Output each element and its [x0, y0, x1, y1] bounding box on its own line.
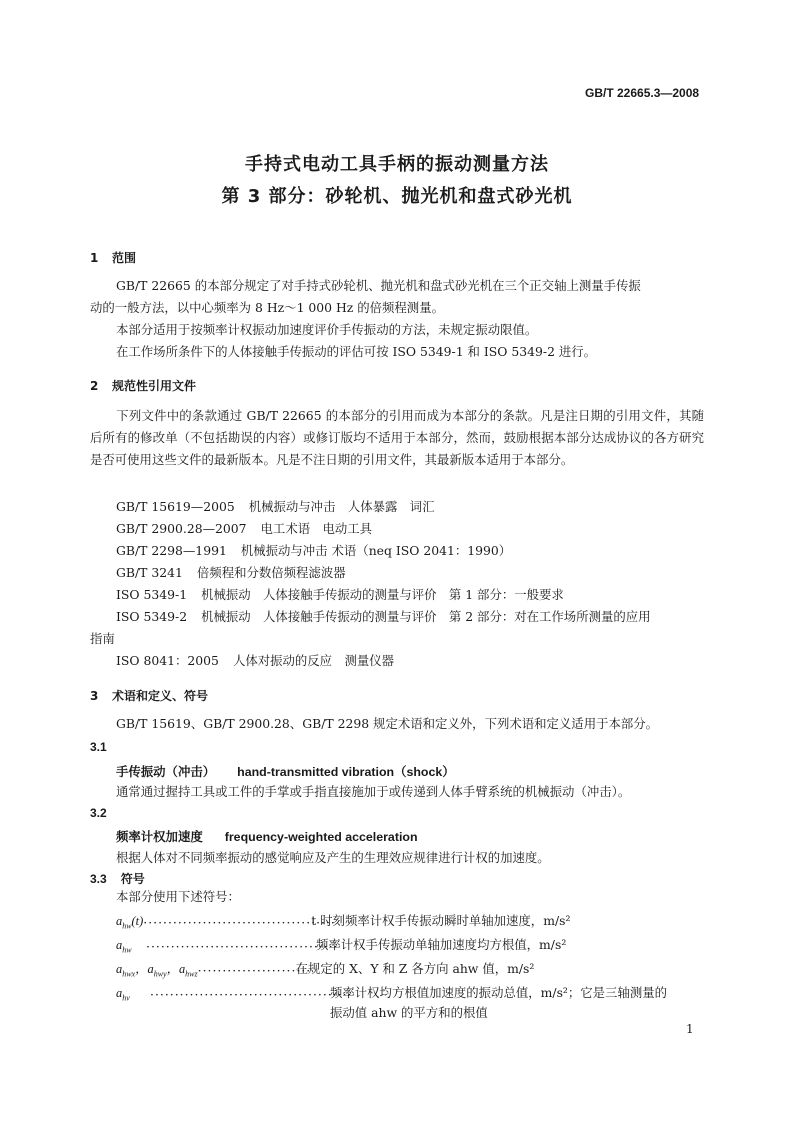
paragraph: 本部分适用于按频率计权振动加速度评价手传振动的方法，未规定振动限值。 [116, 322, 538, 337]
dot-leader: ······································· [146, 939, 339, 955]
term-en: hand-transmitted vibration（shock） [237, 765, 455, 779]
symbol-desc: 频率计权手传振动单轴加速度均方根值，m/s² [316, 937, 567, 952]
section-number: 2 [90, 379, 99, 393]
symbol-code: $a_{hwx}$，$a_{hwy}$，$a_{hwz}$ [116, 962, 198, 979]
term-cn: 频率计权加速度 [116, 829, 203, 844]
page-number: 1 [686, 1022, 694, 1036]
ref-title: 指南 [90, 631, 115, 646]
section-title: 术语和定义、符号 [112, 689, 209, 703]
symbol-entry [116, 959, 534, 978]
term [116, 827, 418, 845]
section-title: 规范性引用文件 [112, 379, 197, 393]
section-3-heading [90, 687, 208, 704]
symbol-desc: t 时刻频率计权手传振动瞬时单轴加速度，m/s² [311, 913, 571, 928]
reference-item [116, 651, 394, 669]
symbol-entry [116, 935, 566, 954]
clause-number: 3.2 [90, 806, 107, 820]
ref-title: 倍频程和分数倍频程滤波器 [196, 565, 346, 580]
paragraph-line: GB/T 22665 的本部分规定了对手持式砂轮机、抛光机和盘式砂光机在三个正交轴上测量手传振 [116, 278, 641, 293]
symbol-code: $a_{hw}(t)$ [116, 914, 144, 931]
ref-code: ISO 5349-2 [116, 609, 188, 624]
section-number: 1 [90, 251, 99, 265]
term-en: frequency-weighted acceleration [224, 830, 418, 844]
clause-heading [90, 870, 145, 887]
definition: 通常通过握持工具或工件的手掌或手指直接施加于或传递到人体手臂系统的机械振动（冲击）。 [116, 784, 631, 799]
reference-item [116, 607, 651, 625]
ref-code: GB/T 15619—2005 [116, 499, 235, 514]
paragraph-text: 下列文件中的条款通过 GB/T 22665 的本部分的引用而成为本部分的条款。凡是注日期的引用文件，其随后所有的修改单（不包括勘误的内容）或修订版均不适用于本部分，然而，鼓励根据本部分达成协议的各方研究是否可使用这些文件的最新版本。凡是不注日期的引用文件，其最新版本适用于本部分。 [90, 408, 704, 467]
term-cn: 手传振动（冲击） [116, 764, 216, 779]
symbol-code: $a_{hv}$ [116, 986, 130, 1003]
ref-code: ISO 8041：2005 [116, 653, 219, 668]
ref-title: 机械振动与冲击 人体暴露 词汇 [248, 499, 435, 514]
dot-leader: ······································· [143, 915, 336, 931]
dot-leader: ······················· [197, 963, 312, 979]
symbol-entry [116, 983, 667, 1002]
dot-leader: ········································· [150, 987, 353, 1003]
clause-number: 3.1 [90, 740, 107, 754]
clause-title: 符号 [120, 872, 145, 886]
paragraph-line: 动的一般方法，以中心频率为 8 Hz～1 000 Hz 的倍频程测量。 [90, 300, 444, 315]
section-2-heading [90, 377, 196, 394]
standard-number: GB/T 22665.3—2008 [585, 86, 700, 100]
doc-title-line1: 手持式电动工具手柄的振动测量方法 [245, 154, 549, 175]
doc-title-line2: 第 3 部分：砂轮机、抛光机和盘式砂光机 [221, 186, 573, 207]
reference-item-continuation [90, 629, 115, 647]
paragraph [90, 405, 704, 471]
symbol-code: $a_{hw}$ [116, 938, 132, 955]
ref-title: 机械振动与冲击 术语（neq ISO 2041：1990） [240, 543, 512, 558]
ref-title: 人体对振动的反应 测量仪器 [232, 653, 395, 668]
clause-number: 3.3 [90, 872, 107, 886]
definition: 根据人体对不同频率振动的感觉响应及产生的生理效应规律进行计权的加速度。 [116, 850, 550, 865]
paragraph: GB/T 15619、GB/T 2900.28、GB/T 2298 规定术语和定义外，下列术语和定义适用于本部分。 [116, 716, 659, 731]
reference-item [116, 519, 372, 537]
reference-item [116, 563, 346, 581]
symbol-entry [116, 911, 570, 930]
symbol-desc-continuation: 振动值 ahw 的平方和的根值 [330, 1005, 488, 1020]
symbols-intro: 本部分使用下述符号： [116, 889, 240, 904]
paragraph: 在工作场所条件下的人体接触手传振动的评估可按 ISO 5349-1 和 ISO 5349-2 进行。 [116, 344, 597, 359]
section-1-heading [90, 249, 136, 266]
ref-title: 机械振动 人体接触手传振动的测量与评价 第 2 部分：对在工作场所测量的应用 [201, 609, 651, 624]
ref-title: 电工术语 电动工具 [260, 521, 373, 536]
ref-code: GB/T 2298—1991 [116, 543, 227, 558]
ref-code: GB/T 3241 [116, 565, 183, 580]
section-number: 3 [90, 689, 99, 703]
symbol-desc: 在规定的 X、Y 和 Z 各方向 ahw 值，m/s² [295, 961, 535, 976]
term [116, 762, 455, 780]
reference-item [116, 541, 511, 559]
reference-item [116, 497, 435, 515]
ref-code: GB/T 2900.28—2007 [116, 521, 247, 536]
section-title: 范围 [112, 251, 137, 265]
reference-item [116, 585, 564, 603]
ref-code: ISO 5349-1 [116, 587, 188, 602]
ref-title: 机械振动 人体接触手传振动的测量与评价 第 1 部分：一般要求 [201, 587, 564, 602]
symbol-desc: 频率计权均方根值加速度的振动总值，m/s²；它是三轴测量的 [330, 985, 668, 1000]
